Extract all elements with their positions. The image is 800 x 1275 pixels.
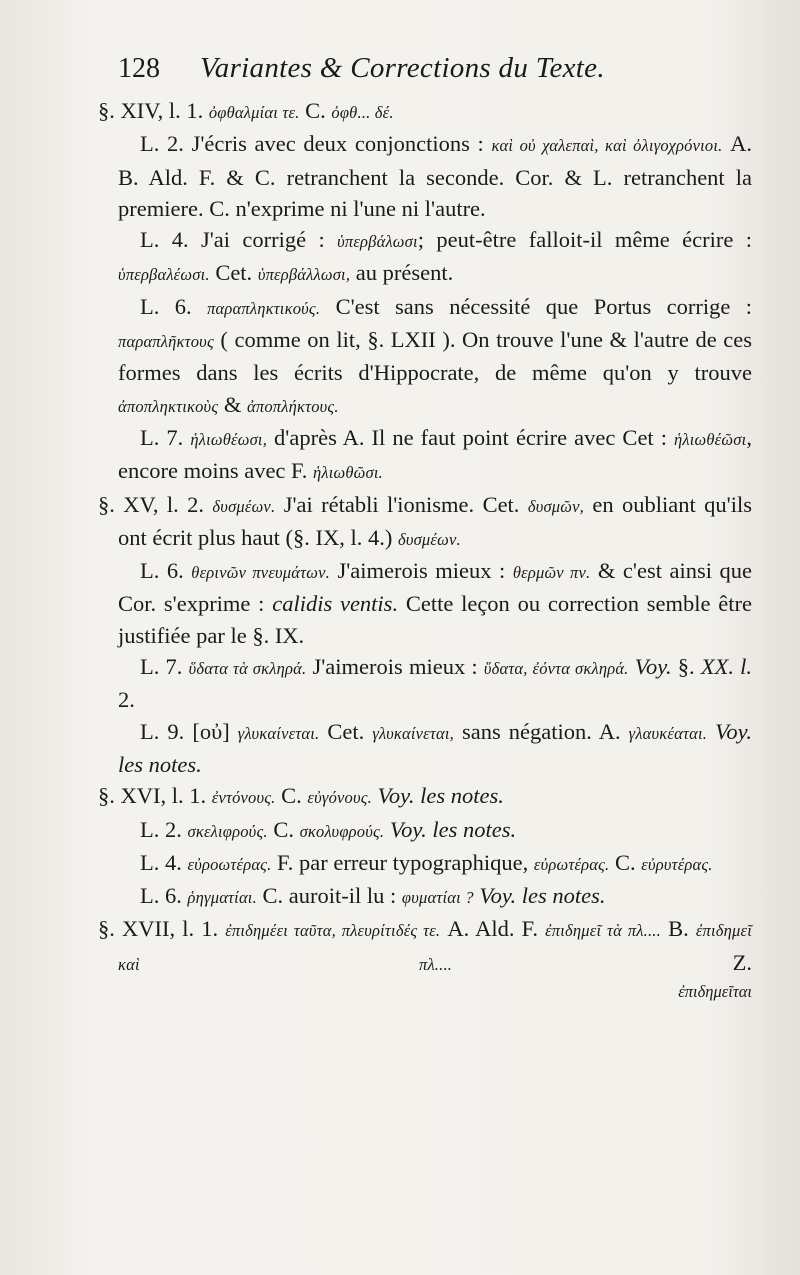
- greek-text: ὕδατα τὰ σκληρά.: [188, 659, 307, 679]
- greek-text: ἐντόνους.: [211, 788, 276, 808]
- greek-text: ἐπιδημεῖ τὰ πλ....: [545, 921, 661, 941]
- text-run: L. 9. [οὐ]: [140, 718, 238, 744]
- greek-text: ἡλιωθέωσι,: [190, 429, 268, 449]
- greek-text: δυσμέων.: [397, 529, 461, 549]
- greek-text: σκολυφρούς.: [299, 821, 385, 841]
- text-run: §. XV, l. 2.: [98, 491, 213, 517]
- text-run: J'aimerois mieux :: [329, 558, 513, 584]
- running-title: Variantes & Corrections du Texte.: [200, 52, 605, 84]
- text-run: C.: [299, 98, 332, 123]
- paragraph-p5: [118, 422, 752, 489]
- paragraph-p12: [118, 847, 752, 880]
- text-run: A. Ald. F.: [440, 916, 546, 942]
- paragraph-p6: [98, 489, 752, 556]
- text-run: B.: [660, 916, 696, 942]
- greek-text: δυσμῶν,: [527, 496, 584, 516]
- greek-text: παραπληκτικούς.: [207, 298, 321, 318]
- paragraph-p8: [118, 651, 752, 716]
- greek-text: ἐπιδημέει ταῦτα, πλευρίτιδές τε.: [225, 921, 441, 941]
- text-run: en oubliant qu'ils ont écrit plus haut (§. IX, l. 4.): [118, 491, 752, 550]
- text-run: L. 4. J'ai corrigé :: [140, 227, 338, 253]
- greek-text: ὑπερβαλέωσι.: [118, 265, 210, 285]
- greek-text: καὶ οὐ χαλεπαὶ, καὶ ὀλιγοχρόνιοι.: [491, 136, 723, 156]
- text-run: L. 6.: [140, 883, 188, 909]
- text-run: ; peut-être falloit-il même écrire :: [417, 227, 752, 253]
- text-run: 2.: [118, 687, 135, 713]
- italic-text: Voy. les notes.: [389, 816, 517, 842]
- paragraph-p11: [118, 814, 752, 847]
- text-run: L. 6.: [140, 293, 208, 319]
- text-run: Cet.: [209, 260, 258, 286]
- page-number: 128: [118, 53, 160, 84]
- text-run: [707, 719, 715, 744]
- text-run: Z.: [452, 949, 753, 975]
- greek-text: ὑπερβάλλωσι,: [257, 265, 351, 285]
- text-run: L. 2.: [140, 816, 188, 842]
- greek-text: ὀφθ... δέ.: [331, 103, 394, 122]
- paragraph-p13: [118, 880, 752, 913]
- greek-text: εὐρωτέρας.: [533, 854, 610, 874]
- italic-text: calidis ventis.: [272, 591, 399, 617]
- text-run: A. B. Ald. F. & C. retranchent la seconde. Cor. & L. retranchent la premiere. C. n'exprime ni l'une ni l'autre.: [118, 131, 753, 221]
- greek-text: σκελιφρούς.: [187, 821, 268, 841]
- paragraph-p1: [98, 95, 752, 128]
- text-run: , encore moins avec F.: [118, 424, 752, 484]
- greek-text: ἐπιδημεῖ καὶ πλ....: [118, 921, 753, 974]
- text-run: L. 7.: [140, 424, 191, 450]
- greek-text: ὑπερβάλωσι: [337, 232, 418, 252]
- text-run: d'après A. Il ne faut point écrire avec Cet :: [267, 424, 675, 450]
- text-run: C.: [275, 783, 308, 809]
- text-run: §. XIV, l. 1.: [98, 98, 209, 123]
- text-run: sans négation. A.: [453, 718, 629, 744]
- greek-text: γλυκαίνεται,: [372, 723, 454, 743]
- italic-text: Voy. les notes.: [118, 718, 752, 777]
- paragraph-p7: [118, 555, 752, 651]
- text-run: C'est sans nécessité que Portus corrige :: [320, 293, 753, 319]
- greek-text: εὐρυτέρας.: [641, 854, 713, 874]
- paragraph-p9: [118, 716, 752, 781]
- text-run: C.: [267, 816, 300, 842]
- text-run: J'aimerois mieux :: [306, 654, 484, 680]
- text-run: L. 2. J'écris avec deux conjonctions :: [140, 131, 492, 157]
- paragraph-p3: [118, 224, 752, 291]
- text-run: au présent.: [350, 260, 454, 286]
- greek-text: ἀποπληκτικοὺς: [118, 396, 219, 416]
- greek-text: ῥηγματίαι.: [187, 888, 257, 908]
- greek-text: γλυκαίνεται.: [237, 723, 320, 743]
- italic-text: Voy. les notes.: [479, 883, 606, 909]
- greek-text: γλαυκέαται.: [628, 723, 708, 743]
- greek-text: ἡλιωθέῶσι: [674, 429, 747, 449]
- italic-text: Voy.: [634, 654, 672, 680]
- greek-text: εὐγόνους.: [307, 788, 372, 808]
- text-run: Cette leçon ou correction semble être justifiée par le §. IX.: [118, 591, 752, 648]
- text-run: C. auroit-il lu :: [256, 883, 402, 909]
- italic-text: XX. l.: [700, 654, 752, 680]
- body-text: [98, 95, 753, 980]
- text-run: L. 4.: [140, 849, 188, 875]
- greek-text: ὕδατα, ἐόντα σκληρά.: [483, 659, 629, 679]
- text-run: ( comme on lit, §. LXII ). On trouve l'une & l'autre de ces formes dans les écrits d'Hippocrate, de même qu'on y trouve: [118, 327, 752, 386]
- greek-text: εὐροωτέρας.: [187, 854, 272, 874]
- text-run: §. XVI, l. 1.: [98, 783, 212, 809]
- text-run: §. XVII, l. 1.: [98, 916, 226, 942]
- paragraph-p10: [98, 780, 752, 813]
- greek-text: ἀποπλήκτους.: [247, 396, 339, 416]
- paragraph-p2: [118, 128, 752, 224]
- greek-text: θερμῶν πν.: [512, 563, 591, 583]
- greek-text: ἡλιωθῶσι.: [313, 463, 383, 483]
- text-run: & c'est ainsi que Cor. s'exprime :: [118, 558, 752, 617]
- italic-text: Voy. les notes.: [377, 783, 504, 809]
- greek-text: παραπλῆκτους: [118, 332, 214, 352]
- greek-text: ὀφθαλμίαι τε.: [208, 103, 300, 122]
- catchword: ἐπιδημεῖται: [678, 982, 752, 1002]
- text-run: L. 6.: [140, 558, 192, 584]
- page-header: [118, 52, 752, 85]
- greek-text: φυματίαι ?: [401, 888, 474, 908]
- paragraph-p4: [118, 291, 752, 422]
- text-run: &: [218, 391, 247, 417]
- text-run: §.: [671, 654, 701, 680]
- text-run: L. 7.: [140, 654, 189, 680]
- text-run: Cet.: [319, 718, 373, 744]
- text-run: F. par erreur typographique,: [271, 849, 534, 875]
- greek-text: θερινῶν πνευμάτων.: [191, 563, 330, 583]
- text-run: C.: [609, 849, 642, 875]
- paragraph-p14: [98, 913, 753, 980]
- text-run: J'ai rétabli l'ionisme. Cet.: [275, 491, 528, 517]
- greek-text: δυσμέων.: [212, 496, 276, 516]
